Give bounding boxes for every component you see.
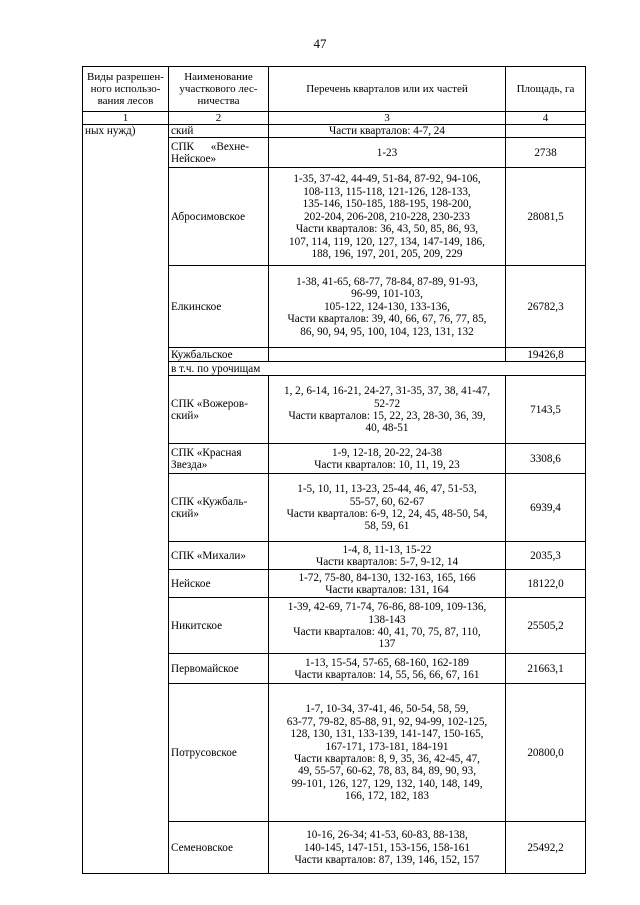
area-cell: 2035,3 — [506, 542, 586, 570]
forestry-name-cell — [169, 348, 269, 362]
column-number: 1 — [83, 112, 169, 125]
header-line: участкового лес- — [179, 83, 258, 95]
area-cell: 18122,0 — [506, 570, 586, 598]
quarters-list-line: 55-57, 60, 62-67 — [349, 495, 425, 508]
quarters-list-cell — [269, 684, 506, 822]
forestry-name-line: СПК «Вожеров- — [171, 397, 248, 410]
header-line: Наименование — [184, 71, 253, 83]
area-cell: 6939,4 — [506, 474, 586, 542]
quarters-list-cell — [269, 138, 506, 168]
forestry-name-line: Потрусовское — [171, 746, 237, 759]
forestry-name-line: ский» — [171, 507, 199, 520]
quarters-list-line: 202-204, 206-208, 210-228, 230-233 — [304, 210, 470, 223]
quarters-list-line: 1-13, 15-54, 57-65, 68-160, 162-189 — [304, 656, 470, 669]
quarters-list-line: Части кварталов: 5-7, 9-12, 14 — [315, 555, 459, 568]
forestry-name-cell — [169, 138, 269, 168]
forestry-name-line: Звезда» — [171, 458, 208, 471]
column-number: 4 — [506, 112, 586, 125]
forestry-name-cell — [169, 570, 269, 598]
quarters-list-cell — [269, 474, 506, 542]
quarters-list-cell — [269, 822, 506, 874]
forestry-name-cell — [169, 542, 269, 570]
forestry-name-line: ский — [171, 125, 194, 137]
forestry-name-cell — [169, 822, 269, 874]
area-cell: 25505,2 — [506, 598, 586, 654]
header-line: вания лесов — [97, 95, 154, 107]
area-cell: 26782,3 — [506, 266, 586, 348]
area-cell: 7143,5 — [506, 376, 586, 444]
forestry-name-line: в т.ч. по урочищам — [171, 362, 261, 375]
quarters-list-cell — [269, 125, 506, 138]
table-row — [83, 125, 586, 138]
quarters-list-line: Части кварталов: 14, 55, 56, 66, 67, 161 — [294, 668, 480, 681]
quarters-list-line: 1-4, 8, 11-13, 15-22 — [342, 543, 432, 556]
quarters-list-line: 128, 130, 131, 133-139, 141-147, 150-165, — [290, 728, 484, 741]
quarters-list-line: Части кварталов: 131, 164 — [325, 583, 449, 596]
forestry-name-cell — [169, 598, 269, 654]
header-permitted-use — [83, 67, 169, 112]
quarters-list-cell — [269, 542, 506, 570]
column-number: 3 — [269, 112, 506, 125]
quarters-list-line: 52-72 — [373, 397, 401, 410]
quarters-list-line: 105-122, 124-130, 133-136, — [324, 300, 450, 313]
quarters-list-line: 99-101, 126, 127, 129, 132, 140, 148, 149, — [291, 777, 483, 790]
forestry-name-cell — [169, 684, 269, 822]
quarters-list-cell — [269, 266, 506, 348]
quarters-list-line: 10-16, 26-34; 41-53, 60-83, 88-138, — [306, 829, 468, 842]
forestry-name-cell — [169, 362, 586, 376]
column-number-row — [83, 112, 586, 125]
area-cell — [506, 125, 586, 138]
quarters-list-line: 40, 48-51 — [365, 422, 409, 435]
forestry-name-cell — [169, 266, 269, 348]
quarters-list-line: 107, 114, 119, 120, 127, 134, 147-149, 186, — [289, 235, 485, 248]
forestry-name-cell — [169, 168, 269, 266]
quarters-list-cell — [269, 168, 506, 266]
forestry-name-line: Семеновское — [171, 841, 233, 854]
quarters-list-cell — [269, 570, 506, 598]
quarters-list-line: Части кварталов: 39, 40, 66, 67, 76, 77, 85, — [287, 313, 487, 326]
quarters-list-line: 1-35, 37-42, 44-49, 51-84, 87-92, 94-106, — [293, 173, 481, 186]
header-area: Площадь, га — [506, 67, 586, 112]
quarters-list-line: 49, 55-57, 60-62, 78, 83, 84, 89, 90, 93, — [297, 765, 477, 778]
forestry-name-line: Кужбальское — [171, 348, 233, 361]
forestry-name-line: СПК «Вехне- — [171, 140, 249, 153]
quarters-list-line: Части кварталов: 6-9, 12, 24, 45, 48-50, 54, — [286, 507, 488, 520]
forestry-name-line: ский» — [171, 409, 199, 422]
area-cell: 3308,6 — [506, 444, 586, 474]
column-number: 2 — [169, 112, 269, 125]
quarters-list-line: 166, 172, 182, 183 — [345, 790, 429, 803]
forestry-name-cell — [169, 125, 269, 138]
quarters-list-cell — [269, 376, 506, 444]
area-cell: 28081,5 — [506, 168, 586, 266]
forestry-name-cell — [169, 444, 269, 474]
quarters-list-line: Части кварталов: 87, 139, 146, 152, 157 — [294, 854, 480, 867]
quarters-list-line: 1-72, 75-80, 84-130, 132-163, 165, 166 — [298, 571, 476, 584]
quarters-list-line: Части кварталов: 4-7, 24 — [328, 125, 445, 137]
quarters-list-line: 96-99, 101-103, — [351, 288, 423, 301]
quarters-list-line: 63-77, 79-82, 85-88, 91, 92, 94-99, 102-125, — [286, 715, 488, 728]
quarters-list-line: 1-7, 10-34, 37-41, 46, 50-54, 58, 59, — [305, 703, 469, 716]
area-cell: 20800,0 — [506, 684, 586, 822]
quarters-list-line: 1-39, 42-69, 71-74, 76-86, 88-109, 109-136, — [287, 601, 487, 614]
area-cell: 21663,1 — [506, 654, 586, 684]
quarters-list-line: 1-38, 41-65, 68-77, 78-84, 87-89, 91-93, — [296, 275, 478, 288]
forestry-name-cell — [169, 654, 269, 684]
quarters-list-line: 135-146, 150-185, 188-195, 198-200, — [302, 198, 472, 211]
area-cell: 25492,2 — [506, 822, 586, 874]
quarters-list-line: Части кварталов: 40, 41, 70, 75, 87, 110, — [293, 625, 481, 638]
forestry-name-line: Никитское — [171, 619, 223, 632]
forestry-name-cell — [169, 376, 269, 444]
quarters-list-line: 137 — [378, 638, 396, 651]
quarters-list-line: Части кварталов: 15, 22, 23, 28-30, 36, 39, — [288, 409, 486, 422]
header-line: ного использо- — [90, 83, 161, 95]
quarters-list-line: 167-171, 173-181, 184-191 — [325, 740, 449, 753]
header-quarters-list: Перечень кварталов или их частей — [269, 67, 506, 112]
quarters-list-line: 1-5, 10, 11, 13-23, 25-44, 46, 47, 51-53, — [297, 483, 477, 496]
quarters-list-line: 138-143 — [368, 613, 406, 626]
forestry-name-line: Абросимовское — [171, 210, 246, 223]
quarters-list-line: 108-113, 115-118, 121-126, 128-133, — [303, 185, 471, 198]
forestry-name-cell — [169, 474, 269, 542]
forestry-name-line: Нейское — [171, 577, 211, 590]
forestry-name-line: СПК «Михали» — [171, 549, 247, 562]
table-header-row — [83, 67, 586, 112]
forestry-name-line: Елкинское — [171, 300, 222, 313]
header-line: Виды разрешен- — [87, 71, 164, 83]
quarters-list-line: 1-23 — [376, 146, 398, 159]
area-cell: 19426,8 — [506, 348, 586, 362]
quarters-list-line: 58, 59, 61 — [364, 520, 410, 533]
header-forestry-name — [169, 67, 269, 112]
quarters-list-line: 86, 90, 94, 95, 100, 104, 123, 131, 132 — [300, 325, 474, 338]
quarters-list-cell — [269, 654, 506, 684]
forestry-name-line: Нейское» — [171, 152, 217, 165]
forestry-name-line: СПК «Красная — [171, 446, 242, 459]
header-line: ничества — [197, 95, 240, 107]
quarters-list-cell — [269, 444, 506, 474]
forestry-name-line: СПК «Кужбаль- — [171, 495, 248, 508]
quarters-list-line: Части кварталов: 36, 43, 50, 85, 86, 93, — [295, 223, 479, 236]
quarters-list-cell — [269, 348, 506, 362]
area-cell: 2738 — [506, 138, 586, 168]
quarters-list-line: Части кварталов: 8, 9, 35, 36, 42-45, 47, — [294, 752, 480, 765]
forest-quarters-table — [82, 66, 586, 874]
page-number: 47 — [313, 36, 327, 51]
quarters-list-cell — [269, 598, 506, 654]
permitted-use-cell: ных нужд) — [83, 125, 169, 874]
quarters-list-line: 188, 196, 197, 201, 205, 209, 229 — [311, 247, 463, 260]
quarters-list-line: 140-145, 147-151, 153-156, 158-161 — [304, 841, 470, 854]
quarters-list-line: Части кварталов: 10, 11, 19, 23 — [314, 458, 460, 471]
quarters-list-line: 1-9, 12-18, 20-22, 24-38 — [332, 446, 442, 459]
forestry-name-line: Первомайское — [171, 662, 239, 675]
quarters-list-line: 1, 2, 6-14, 16-21, 24-27, 31-35, 37, 38, 41-47, — [283, 385, 491, 398]
